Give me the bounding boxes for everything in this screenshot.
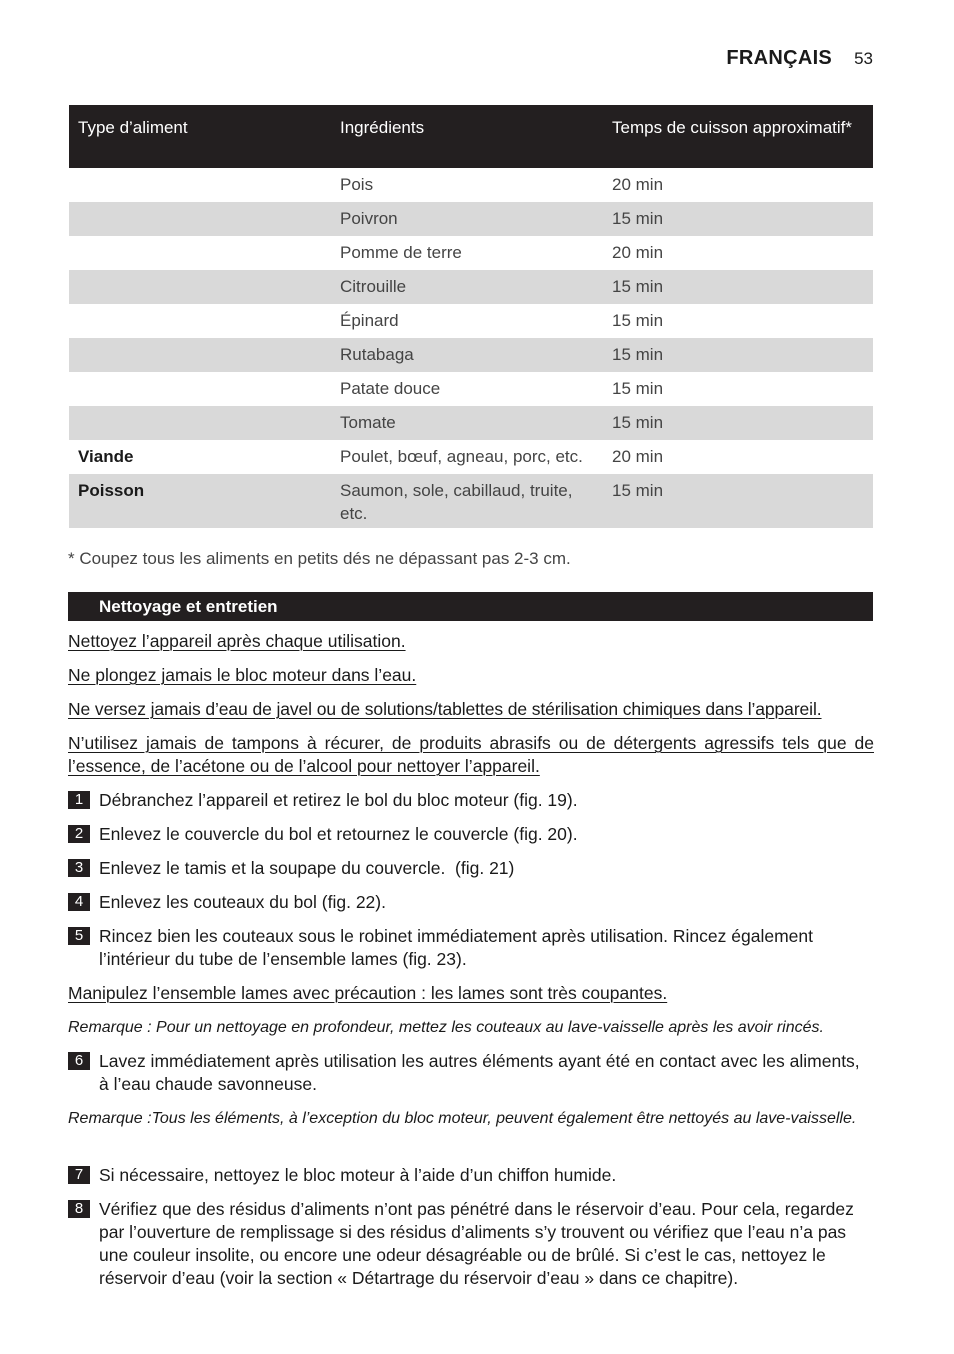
step-item	[68, 1050, 874, 1096]
step-text: Enlevez le couvercle du bol et retournez le couvercle (fig. 20).	[99, 824, 578, 844]
table-footnote: * Coupez tous les aliments en petits dés ne dépassant pas 2-3 cm.	[68, 549, 571, 568]
cell-ingredient: Tomate	[331, 406, 603, 440]
warning-no-bleach: Ne versez jamais d’eau de javel ou de solutions/tablettes de stérilisation chimiques dans l’appareil.	[68, 699, 822, 719]
page-header	[726, 47, 873, 70]
step-text: Enlevez le tamis et la soupape du couvercle. (fig. 21)	[99, 858, 515, 878]
cell-type	[69, 236, 331, 270]
page-number: 53	[854, 49, 873, 68]
table-header-row	[69, 105, 873, 168]
step-number: 5	[68, 927, 90, 945]
step-number: 4	[68, 893, 90, 911]
section-heading: Nettoyage et entretien	[68, 592, 873, 621]
table-row	[69, 202, 873, 236]
cell-type: Viande	[78, 447, 134, 466]
cell-ingredient: Pois	[340, 175, 374, 194]
warning-blades: Manipulez l’ensemble lames avec précaution : les lames sont très coupantes.	[68, 983, 668, 1003]
column-header-time: Temps de cuisson approximatif*	[603, 105, 873, 168]
cell-type	[69, 338, 331, 372]
step-item	[68, 823, 874, 846]
table-row	[69, 168, 873, 202]
column-header-type: Type d’aliment	[69, 105, 331, 168]
cell-time: 15 min	[603, 270, 873, 304]
language-label: FRANÇAIS	[726, 47, 833, 69]
table-row	[69, 304, 873, 338]
warning-no-immersion: Ne plongez jamais le bloc moteur dans l’eau.	[68, 665, 417, 685]
warning-text	[68, 698, 874, 721]
cell-time: 15 min	[603, 406, 873, 440]
cooking-time-table	[69, 105, 873, 528]
cell-type	[69, 270, 331, 304]
step-number: 6	[68, 1052, 90, 1070]
cell-type	[69, 372, 331, 406]
table-row	[69, 406, 873, 440]
step-number: 3	[68, 859, 90, 877]
cell-type	[69, 304, 331, 338]
cell-ingredient: Citrouille	[331, 270, 603, 304]
cell-ingredient: Saumon, sole, cabillaud, truite, etc.	[331, 474, 603, 528]
cell-ingredient: Poivron	[331, 202, 603, 236]
step-text: Rincez bien les couteaux sous le robinet immédiatement après utilisation. Rincez également l’intérieur du tube de l’ensemble lames (fig. 23).	[99, 926, 813, 969]
step-item	[68, 1198, 874, 1290]
cell-time: 20 min	[612, 175, 664, 194]
cell-type	[69, 202, 331, 236]
cell-ingredient: Poulet, bœuf, agneau, porc, etc.	[340, 447, 583, 466]
cell-ingredient: Épinard	[340, 311, 399, 330]
cell-type	[69, 168, 331, 202]
cell-ingredient: Pomme de terre	[340, 243, 462, 262]
step-text: Débranchez l’appareil et retirez le bol du bloc moteur (fig. 19).	[99, 790, 578, 810]
note-text: Remarque : Pour un nettoyage en profondeur, mettez les couteaux au lave-vaisselle après les avoir rincés.	[68, 1019, 824, 1036]
cell-ingredient: Patate douce	[340, 379, 441, 398]
cell-time: 15 min	[603, 202, 873, 236]
table-row	[69, 338, 873, 372]
step-item	[68, 857, 874, 880]
cell-time: 20 min	[612, 447, 664, 466]
table-row	[69, 236, 873, 270]
cell-type: Poisson	[69, 474, 331, 528]
cell-time: 15 min	[603, 338, 873, 372]
cell-time: 15 min	[612, 379, 664, 398]
warning-no-abrasives: N’utilisez jamais de tampons à récurer, de produits abrasifs ou de détergents agressifs tels que de l’essence, de l’acétone ou de l’alcool pour nettoyer l’appareil.	[68, 733, 874, 776]
warning-text	[68, 664, 874, 687]
step-text: Si nécessaire, nettoyez le bloc moteur à l’aide d’un chiffon humide.	[99, 1165, 617, 1185]
step-number: 1	[68, 791, 90, 809]
step-item	[68, 1164, 874, 1187]
cell-ingredient: Rutabaga	[331, 338, 603, 372]
warning-clean-after-use: Nettoyez l’appareil après chaque utilisation.	[68, 631, 406, 651]
step-text: Enlevez les couteaux du bol (fig. 22).	[99, 892, 386, 912]
step-item	[68, 891, 874, 914]
step-item	[68, 925, 874, 971]
warning-text	[68, 732, 874, 778]
cell-time: 15 min	[603, 474, 873, 528]
step-item	[68, 789, 874, 812]
table-row	[69, 270, 873, 304]
warning-text	[68, 630, 874, 653]
table-row	[69, 474, 873, 528]
step-number: 2	[68, 825, 90, 843]
warning-text	[68, 982, 874, 1005]
step-number: 7	[68, 1166, 90, 1184]
step-number: 8	[68, 1200, 90, 1218]
cell-time: 15 min	[612, 311, 664, 330]
column-header-ingredients: Ingrédients	[331, 105, 603, 168]
table-row	[69, 440, 873, 474]
table-row	[69, 372, 873, 406]
cell-type	[69, 406, 331, 440]
cell-time: 20 min	[612, 243, 664, 262]
step-text: Lavez immédiatement après utilisation les autres éléments ayant été en contact avec les aliments, à l’eau chaude savonneuse.	[99, 1051, 860, 1094]
note-text: Remarque :Tous les éléments, à l’exception du bloc moteur, peuvent également être nettoyés au lave-vaisselle.	[68, 1110, 857, 1127]
step-text: Vérifiez que des résidus d’aliments n’ont pas pénétré dans le réservoir d’eau. Pour cela, regardez par l’ouverture de remplissage si des résidus d’aliments s’y trouvent ou vérifiez que l’eau n’a pas une couleur insolite, ou encore une odeur désagréable ou de brûlé. Si c’est le cas, nettoyez le réservoir d’eau (voir la section « Détartrage du réservoir d’eau » dans ce chapitre).	[99, 1199, 854, 1288]
